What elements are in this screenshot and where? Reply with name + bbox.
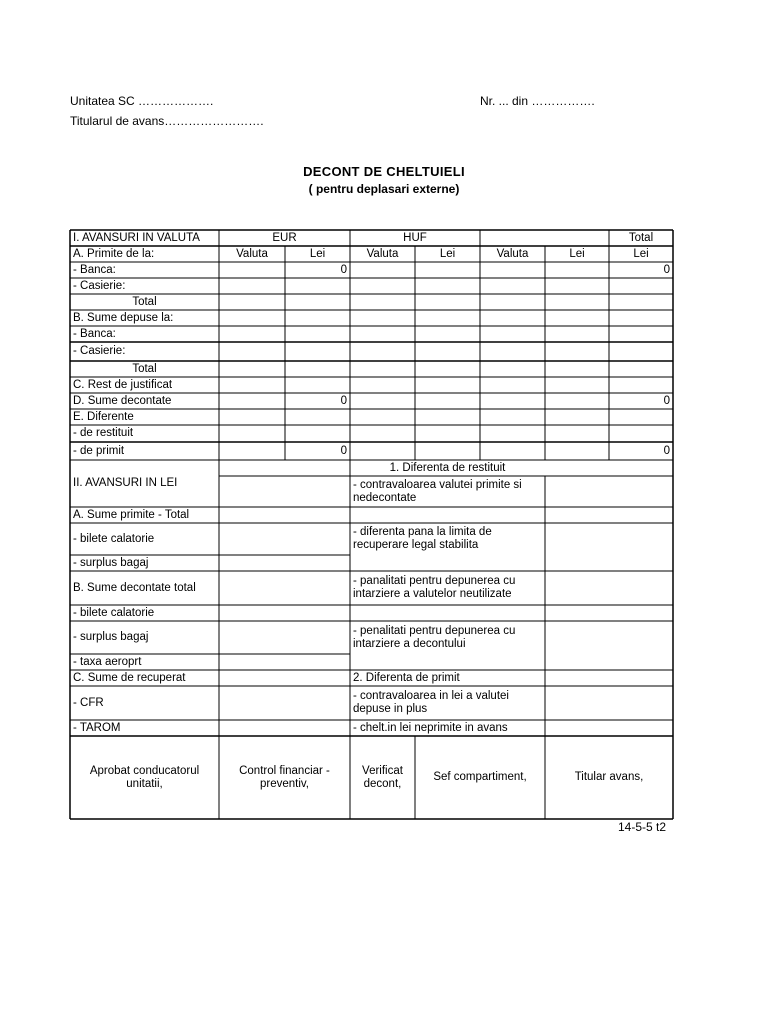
section2-heading-text: II. AVANSURI IN LEI — [73, 477, 178, 489]
section2-difference-label — [353, 621, 542, 654]
column-subheader-text: Lei — [439, 247, 456, 260]
eur-lei-value — [288, 262, 347, 278]
section1-heading-text: I. AVANSURI IN VALUTA — [73, 231, 200, 244]
total-lei-value-text: 0 — [663, 444, 670, 457]
section2-difference-label — [353, 523, 542, 555]
section2-difference-label — [353, 670, 542, 686]
row-label — [73, 442, 216, 460]
signature-block — [353, 736, 412, 819]
section2-row-label — [73, 507, 216, 523]
row-label-text: - Banca: — [73, 327, 116, 340]
column-subheader — [612, 246, 670, 262]
section2-row-label-text: B. Sume decontate total — [73, 581, 196, 594]
section2-row-label-text: - bilete calatorie — [73, 532, 155, 545]
row-label — [73, 393, 216, 409]
section2-row-label-text: - CFR — [73, 696, 104, 709]
section2-difference-label-text: - contravaloarea in lei a valutei depuse in plus — [353, 690, 509, 715]
unitate-label: Unitatea SC ………………. — [70, 94, 214, 108]
row-label-text: C. Rest de justificat — [73, 378, 173, 391]
column-subheader — [418, 246, 477, 262]
row-label — [73, 278, 216, 294]
signature-block-text: Control financiar - preventiv, — [239, 764, 330, 790]
section2-row-label-text: - surplus bagaj — [73, 631, 149, 643]
row-label — [73, 409, 216, 425]
total-lei-value — [612, 393, 670, 409]
signature-block-text: Verificat decont, — [362, 764, 403, 790]
column-subheader-text: Lei — [569, 247, 585, 260]
section2-row-label — [73, 686, 216, 720]
section2-difference-label-text: - panalitati pentru depunerea cu intarziere a valutelor neutilizate — [353, 575, 516, 600]
document-subtitle: ( pentru deplasari externe) — [308, 182, 460, 196]
currency-header-text: Total — [628, 231, 654, 244]
eur-lei-value — [288, 393, 347, 409]
row-label — [73, 425, 216, 442]
section2-row-label — [73, 605, 216, 621]
row-label-text: - Casierie: — [73, 279, 126, 292]
section2-row-label-text: - taxa aeroprt — [73, 655, 142, 668]
currency-header — [612, 230, 670, 246]
section2-difference-label-text: - penalitati pentru depunerea cu intarziere a decontului — [353, 624, 516, 650]
row-label-text: - Casierie: — [73, 345, 126, 357]
section2-row-label — [73, 654, 216, 670]
row-label — [73, 326, 216, 342]
signature-block-text: Titular avans, — [574, 771, 644, 783]
total-lei-value-text: 0 — [663, 263, 670, 276]
column-subheader — [288, 246, 347, 262]
column-subheader — [548, 246, 606, 262]
section2-row-label — [73, 555, 216, 571]
currency-header — [353, 230, 477, 246]
section2-difference-label-text: 2. Diferenta de primit — [353, 671, 460, 684]
total-lei-value — [612, 442, 670, 460]
row-label-text: - de restituit — [73, 427, 134, 439]
row-label — [73, 294, 216, 310]
row-label — [73, 361, 216, 377]
column-subheader — [483, 246, 542, 262]
row-label — [73, 262, 216, 278]
row-label-text: - de primit — [73, 444, 125, 457]
section2-row-label-text: - bilete calatorie — [73, 606, 155, 619]
section2-difference-label — [353, 686, 542, 720]
section2-difference-label — [353, 460, 542, 476]
total-lei-value-text: 0 — [663, 394, 670, 407]
section2-row-label — [73, 670, 216, 686]
row-label-text: E. Diferente — [73, 410, 134, 423]
column-subheader-text: Valuta — [496, 247, 529, 260]
section2-difference-label-text: - diferenta pana la limita de recuperare legal stabilita — [353, 526, 492, 551]
column-subheader-text: Lei — [309, 247, 326, 260]
signature-block-text: Aprobat conducatorul unitatii, — [89, 764, 200, 790]
total-lei-value — [612, 262, 670, 278]
currency-header — [483, 230, 606, 246]
section2-difference-label — [353, 720, 542, 736]
section2-row-label-text: A. Sume primite - Total — [73, 508, 190, 521]
eur-lei-value-text: 0 — [340, 263, 347, 276]
currency-header-text: HUF — [403, 231, 427, 244]
section2-row-label-text: C. Sume de recuperat — [73, 671, 186, 684]
row-label — [73, 310, 216, 326]
section2-row-label-text: - TAROM — [73, 721, 121, 734]
currency-header-text: EUR — [272, 231, 297, 244]
row-label-text: A. Primite de la: — [73, 247, 155, 260]
section2-row-label-text: - surplus bagaj — [73, 556, 149, 569]
section2-heading — [73, 460, 216, 507]
section2-row-label — [73, 621, 216, 654]
section2-difference-label-text: - chelt.in lei neprimite in avans — [353, 721, 508, 734]
row-label-text: Total — [132, 362, 157, 375]
section2-row-label — [73, 571, 216, 605]
section2-difference-label-text: - contravaloarea valutei primite si nedecontate — [353, 478, 522, 504]
column-subheader-text: Valuta — [366, 247, 399, 260]
row-label-text: B. Sume depuse la: — [73, 311, 174, 324]
column-subheader — [222, 246, 282, 262]
signature-block — [548, 736, 670, 819]
column-subheader-text: Lei — [633, 247, 649, 260]
signature-block — [222, 736, 347, 819]
signature-block — [73, 736, 216, 819]
row-label — [73, 246, 216, 262]
column-subheader-text: Valuta — [236, 247, 268, 260]
document-title: DECONT DE CHELTUIELI — [303, 164, 465, 179]
section2-difference-label — [353, 571, 542, 605]
document-number-label: Nr. ... din ……………. — [480, 94, 595, 108]
section2-difference-label — [353, 476, 542, 507]
form-code: 14-5-5 t2 — [618, 820, 667, 834]
column-subheader — [353, 246, 412, 262]
row-label — [73, 377, 216, 393]
row-label — [73, 342, 216, 361]
row-label-text: - Banca: — [73, 263, 116, 276]
eur-lei-value-text: 0 — [340, 444, 347, 457]
titular-label: Titularul de avans……………………. — [70, 114, 264, 128]
signature-block — [418, 736, 542, 819]
currency-header — [222, 230, 347, 246]
signature-block-text: Sef compartiment, — [433, 771, 527, 783]
eur-lei-value — [288, 442, 347, 460]
section2-difference-label-text: 1. Diferenta de restituit — [389, 461, 506, 474]
row-label-text: Total — [132, 295, 157, 308]
section2-row-label — [73, 720, 216, 736]
section2-row-label — [73, 523, 216, 555]
section1-heading — [73, 230, 216, 246]
row-label-text: D. Sume decontate — [73, 394, 172, 407]
eur-lei-value-text: 0 — [340, 394, 347, 407]
